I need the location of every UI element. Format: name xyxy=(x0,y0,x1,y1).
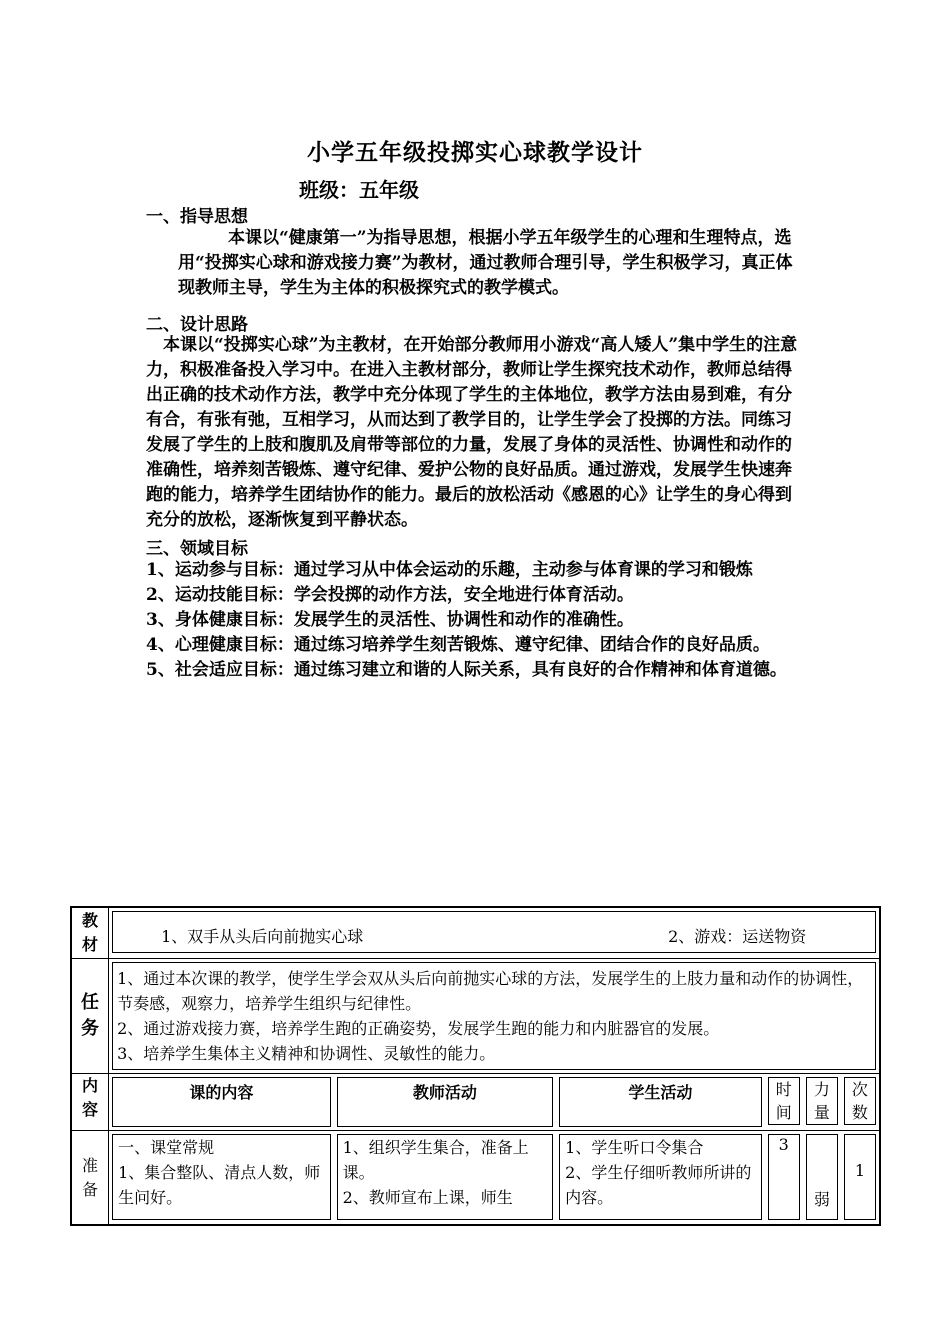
neirong-label: 内容 xyxy=(72,1073,109,1130)
header-teacher: 教师活动 xyxy=(337,1077,554,1127)
section-heading-design: 二、设计思路 xyxy=(146,315,248,335)
renwu-label: 任务 xyxy=(72,958,109,1073)
design-paragraph: 本课以“投掷实心球”为主教材，在开始部分教师用小游戏“高人矮人”集中学生的注意力，积极准备投入学习中。在进入主教材部分，教师让学生探究技术动作，教师总结得出正确的技术动作方法，教学中充分体现了学生的主体地位，教学方法由易到难，有分有合，有张有弛，互相学习，从而达到了教学目的，让学生学会了投掷的方法。同练习发展了学生的上肢和腹肌及肩带等部位的力量，发展了身体的灵活性、协调性和动作的准确性，培养刻苦锻炼、遵守纪律、爱护公物的良好品质。通过游戏，发展学生快速奔跑的能力，培养学生团结协作的能力。最后的放松活动《感恩的心》让学生的身心得到充分的放松，逐渐恢复到平静状态。 xyxy=(146,335,798,530)
header-content: 课的内容 xyxy=(112,1077,331,1127)
goals-list xyxy=(146,558,811,683)
class-line: 班级：五年级 xyxy=(299,178,419,202)
row1-force: 弱 xyxy=(813,1190,830,1209)
guiding-paragraph: 本课以“健康第一”为指导思想，根据小学五年级学生的心理和生理特点，选用“投掷实心球和游戏接力赛”为教材，通过教师合理引导，学生积极学习，真正体现教师主导，学生为主体的积极探究式的教学模式。 xyxy=(178,228,793,298)
row1-student: 1、学生听口令集合 2、学生仔细听教师所讲的内容。 xyxy=(559,1134,762,1220)
page-title: 小学五年级投掷实心球教学设计 xyxy=(307,139,643,166)
goal-item: 1、运动参与目标：通过学习从中体会运动的乐趣，主动参与体育课的学习和锻炼 xyxy=(146,560,753,580)
header-force: 力量 xyxy=(813,1080,830,1122)
section-heading-goals: 三、领域目标 xyxy=(146,539,248,559)
goal-item: 5、社会适应目标：通过练习建立和谐的人际关系，具有良好的合作精神和体育道德。 xyxy=(146,660,787,680)
renwu-line: 2、通过游戏接力赛，培养学生跑的正确姿势，发展学生跑的能力和内脏器官的发展。 xyxy=(117,1019,720,1038)
goal-item: 3、身体健康目标：发展学生的灵活性、协调性和动作的准确性。 xyxy=(146,610,634,630)
lesson-table xyxy=(70,906,881,1226)
row1-teacher: 1、组织学生集合，准备上课。 2、教师宣布上课，师生 xyxy=(337,1134,554,1220)
header-count: 次数 xyxy=(851,1080,868,1122)
jiaocai-item-2: 2、游戏：运送物资 xyxy=(668,927,807,946)
renwu-line: 3、培养学生集体主义精神和协调性、灵敏性的能力。 xyxy=(117,1044,496,1063)
row1-time: 3 xyxy=(768,1134,800,1220)
goal-item: 2、运动技能目标：学会投掷的动作方法，安全地进行体育活动。 xyxy=(146,585,634,605)
row1-count: 1 xyxy=(854,1161,866,1180)
row1-content: 一、课堂常规 1、集合整队、清点人数，师生问好。 xyxy=(112,1134,331,1220)
header-student: 学生活动 xyxy=(559,1077,762,1127)
renwu-line: 1、通过本次课的教学，使学生学会双从头后向前抛实心球的方法，发展学生的上肢力量和动作的协调性，节奏感，观察力，培养学生组织与纪律性。 xyxy=(117,969,864,1013)
header-time: 时间 xyxy=(775,1080,792,1122)
section-heading-guiding: 一、指导思想 xyxy=(146,207,248,227)
goal-item: 4、心理健康目标：通过练习培养学生刻苦锻炼、遵守纪律、团结合作的良好品质。 xyxy=(146,635,770,655)
jiaocai-item-1: 1、双手从头后向前抛实心球 xyxy=(161,927,364,946)
jiaocai-label: 教材 xyxy=(72,908,109,958)
zhunbei-label: 准备 xyxy=(72,1130,109,1224)
